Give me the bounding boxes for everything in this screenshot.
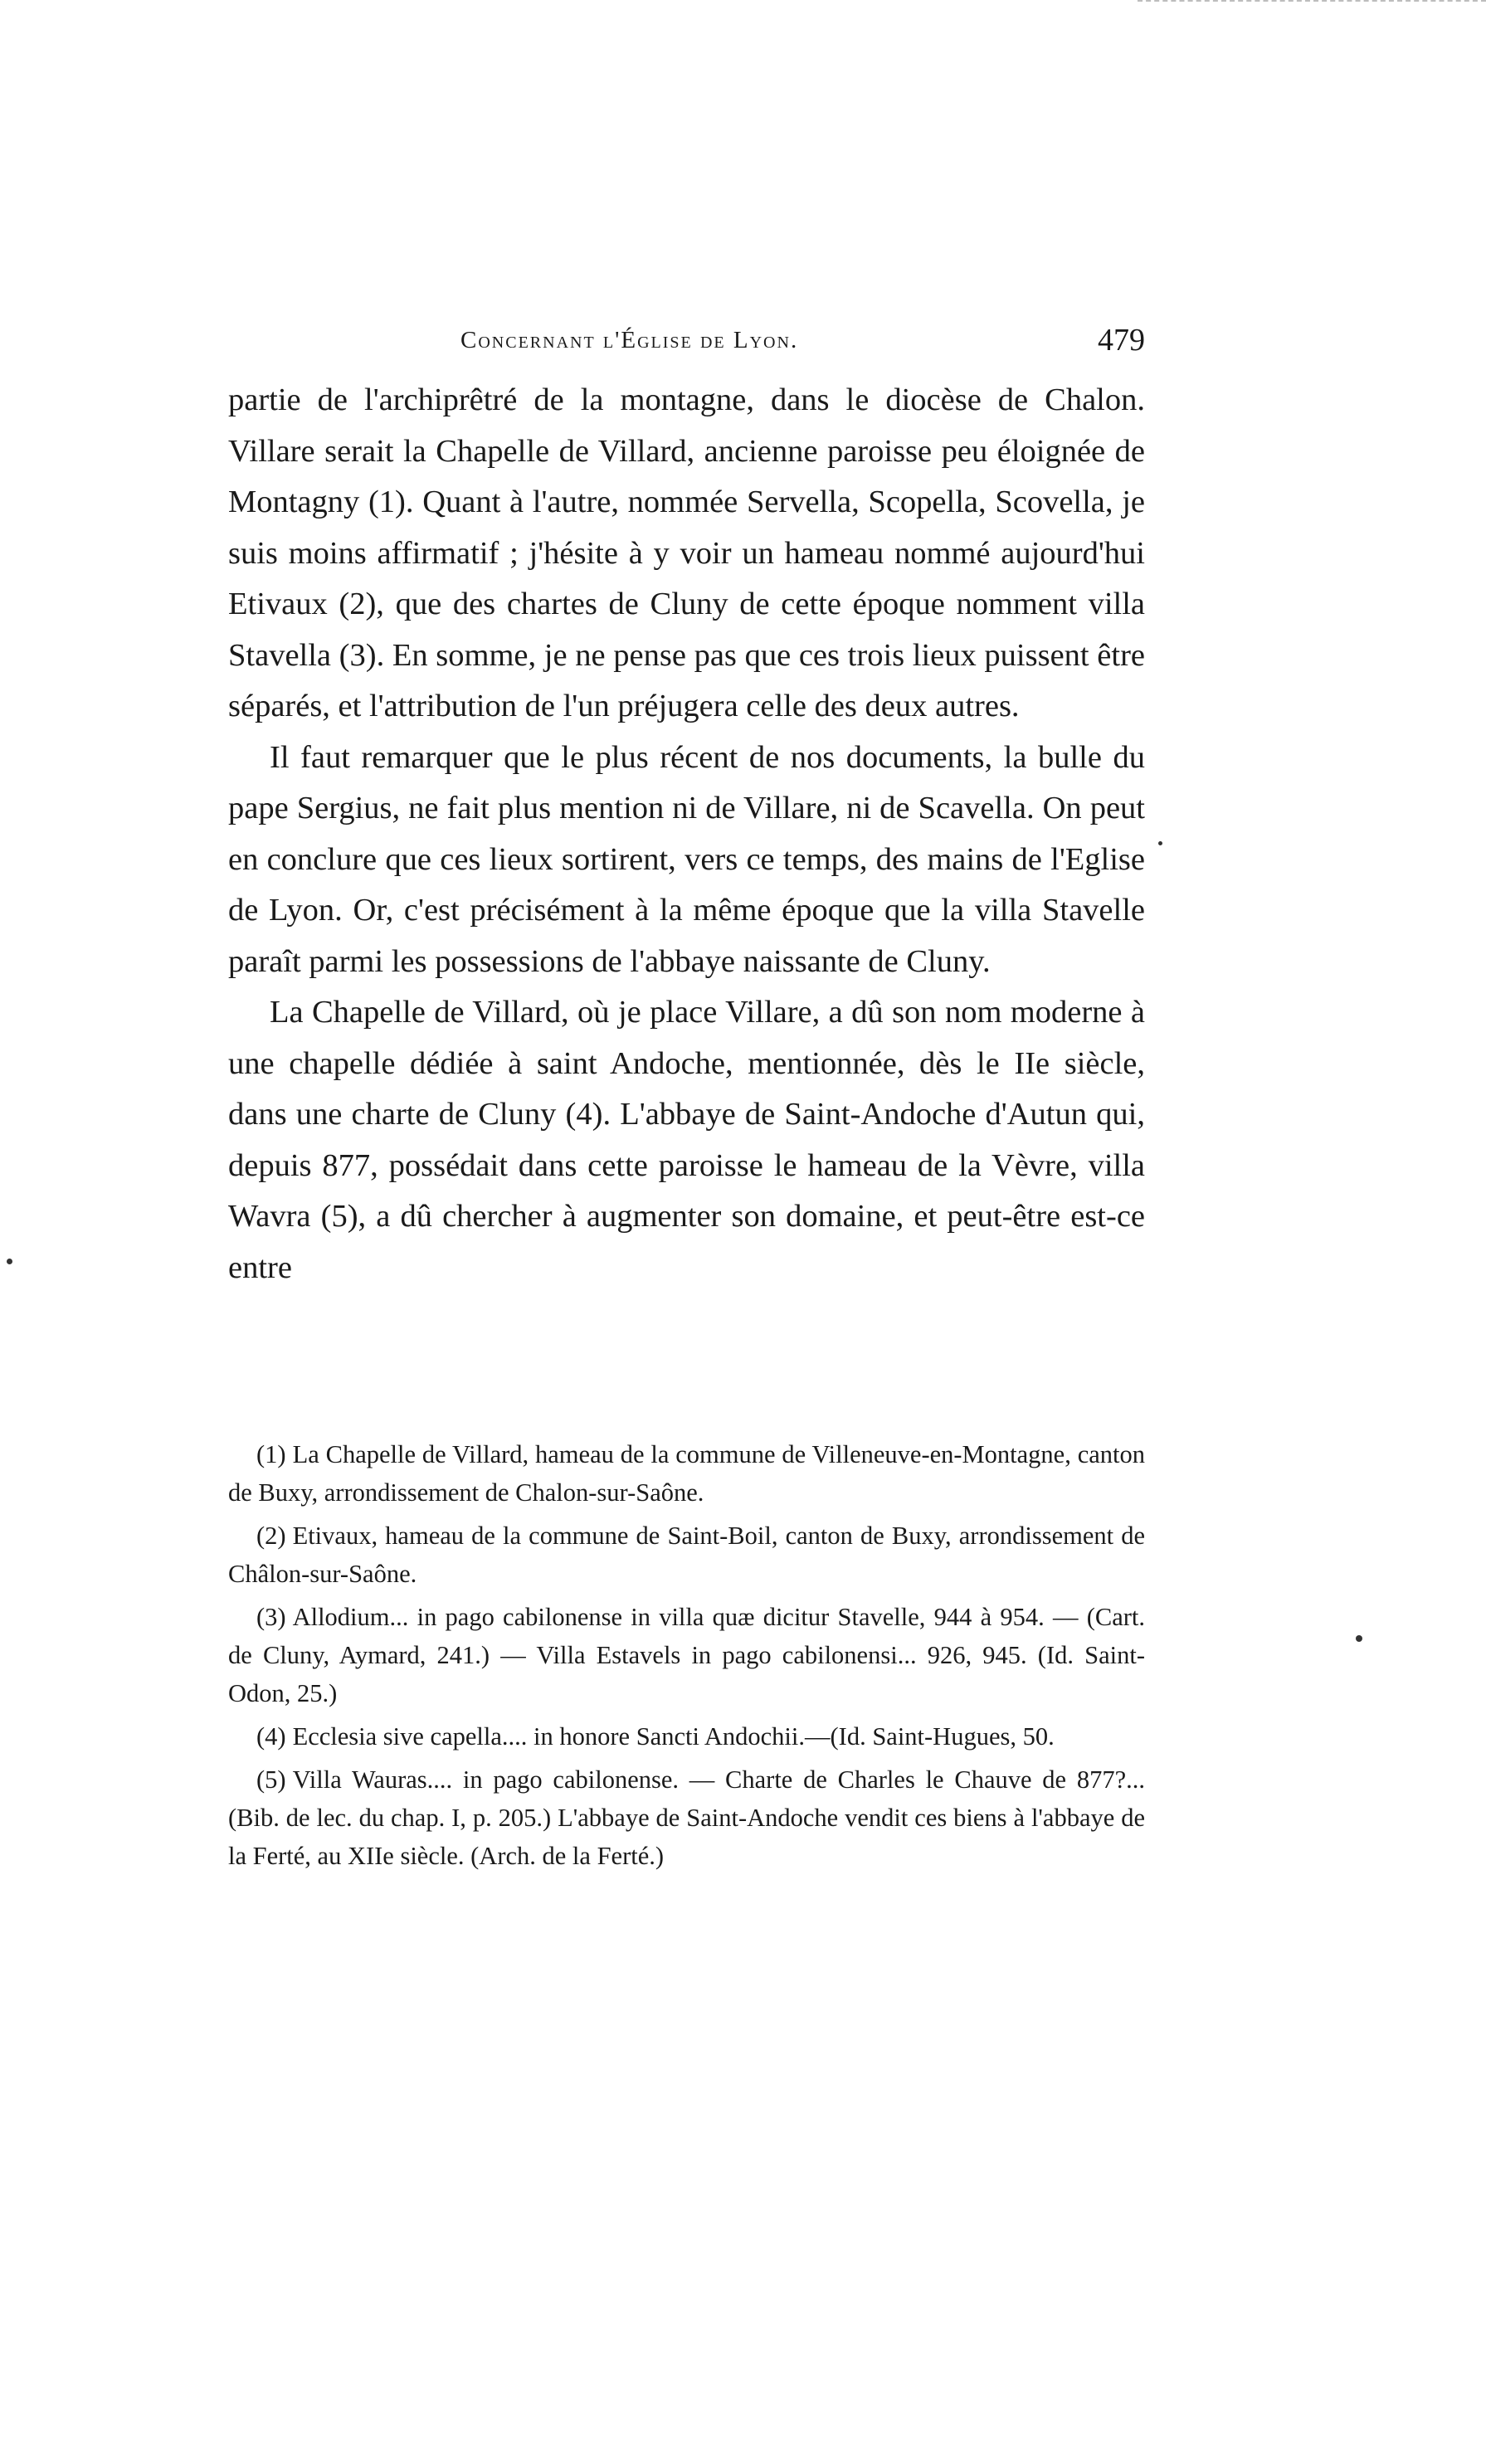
footnote-2 [228,1517,1145,1593]
paragraph-1: partie de l'archiprêtré de la montagne, dans le diocèse de Chalon. Villare serait la Chapelle de Villard, ancienne paroisse peu éloignée de Montagny (1). Quant à l'autre, nommée Servella, Scopella, Scovella, je suis moins affirmatif ; j'hésite à y voir un hameau nommé aujourd'hui Etivaux (2), que des chartes de Cluny de cette époque nomment villa Stavella (3). En somme, je ne pense pas que ces trois lieux puissent être séparés, et l'attribution de l'un préjugera celle des deux autres. [228,382,1145,723]
footnote-4-number: (4) [256,1722,286,1751]
footnote-5-number: (5) [256,1765,286,1794]
footnote-2-number: (2) [256,1522,286,1550]
paragraph-3: La Chapelle de Villard, où je place Villare, a dû son nom moderne à une chapelle dédiée à saint Andoche, mentionnée, dès le IIe siècle, dans une charte de Cluny (4). L'abbaye de Saint-Andoche d'Autun qui, depuis 877, possédait dans cette paroisse le hameau de la Vèvre, villa Wavra (5), a dû chercher à augmenter son domaine, et peut-être est-ce entre [228,995,1145,1285]
scan-speck [7,1259,12,1264]
footnote-1-number: (1) [256,1440,286,1468]
footnote-5-text: Villa Wauras.... in pago cabilonense. — Charte de Charles le Chauve de 877?... (Bib. de lec. du chap. I, p. 205.) L'abbaye de Saint-Andoche vendit ces biens à l'abbaye de la Ferté, au XIIe siècle. (Arch. de la Ferté.) [228,1765,1145,1870]
running-title: Concernant l'Église de Lyon. [460,327,799,353]
footnote-3 [228,1598,1145,1712]
paragraph-2: Il faut remarquer que le plus récent de nos documents, la bulle du pape Sergius, ne fait plus mention ni de Villare, ni de Scavella. On peut en conclure que ces lieux sortirent, vers ce temps, des mains de l'Eglise de Lyon. Or, c'est précisément à la même époque que la villa Stavelle paraît parmi les possessions de l'abbaye naissante de Cluny. [228,739,1145,979]
footnote-3-number: (3) [256,1603,286,1631]
page-number: 479 [1098,323,1145,358]
footnotes [228,1435,1145,1880]
scan-speck [1158,841,1162,845]
body-text [228,375,1145,1293]
footnote-1 [228,1435,1145,1512]
footnote-1-text: La Chapelle de Villard, hameau de la commune de Villeneuve-en-Montagne, canton de Buxy, arrondissement de Chalon-sur-Saône. [228,1440,1145,1507]
footnote-3-text: Allodium... in pago cabilonense in villa quæ dicitur Stavelle, 944 à 954. — (Cart. de Cluny, Aymard, 241.) — Villa Estavels in pago cabilonensi... 926, 945. (Id. Saint-Odon, 25.) [228,1603,1145,1707]
footnote-4 [228,1717,1145,1755]
running-head [228,322,1145,363]
footnote-5 [228,1760,1145,1875]
footnote-4-text: Ecclesia sive capella.... in honore Sancti Andochii.—(Id. Saint-Hugues, 50. [292,1722,1055,1751]
footnote-2-text: Etivaux, hameau de la commune de Saint-Boil, canton de Buxy, arrondissement de Châlon-sur-Saône. [228,1522,1145,1588]
top-edge-marks [1138,0,1486,8]
scan-speck [1356,1635,1362,1642]
